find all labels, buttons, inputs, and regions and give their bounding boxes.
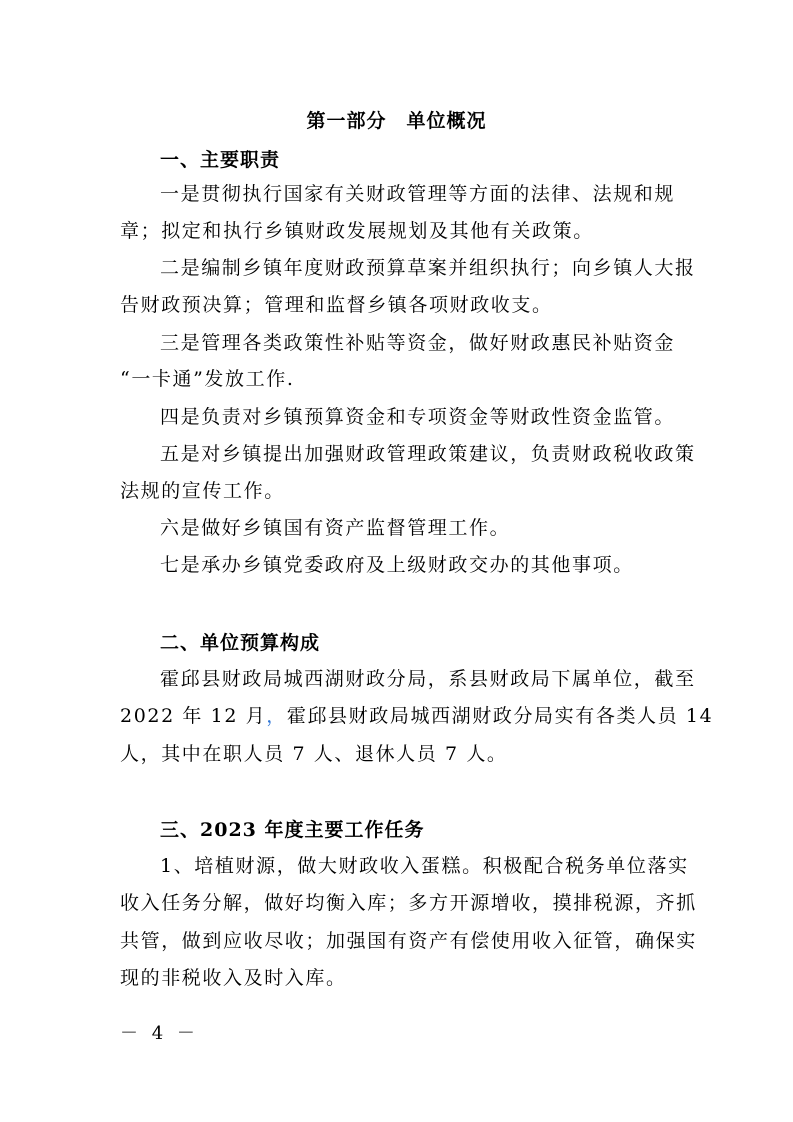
section1-heading: 一、主要职责 xyxy=(160,149,281,171)
task-line-2: 收入任务分解，做好均衡入库；多方开源增收，摸排税源，齐抓 xyxy=(120,892,697,914)
budget-date: 2022 年 12 月 xyxy=(120,705,267,727)
budget-line-1: 霍邱县财政局城西湖财政分局，系县财政局下属单位，截至 xyxy=(160,668,696,690)
duty-1-line-2: 章；拟定和执行乡镇财政发展规划及其他有关政策。 xyxy=(120,220,594,242)
budget-comma: ， xyxy=(266,705,287,727)
section3-heading: 三、2023 年度主要工作任务 xyxy=(160,819,425,841)
section2-heading: 二、单位预算构成 xyxy=(160,632,321,654)
task-line-1: 1、培植财源，做大财政收入蛋糕。积极配合税务单位落实 xyxy=(160,855,689,877)
duty-3-line-1: 三是管理各类政策性补贴等资金，做好财政惠民补贴资金 xyxy=(160,332,676,354)
duty-5-line-2: 法规的宣传工作。 xyxy=(120,480,285,502)
duty-7-line-1: 七是承办乡镇党委政府及上级财政交办的其他事项。 xyxy=(160,554,634,576)
duty-3-line-2: “一卡通”发放工作. xyxy=(120,368,295,390)
duty-2-line-2: 告财政预决算；管理和监督乡镇各项财政收支。 xyxy=(120,294,553,316)
duty-6-line-1: 六是做好乡镇国有资产监督管理工作。 xyxy=(160,517,511,539)
budget-line-2-rest: 霍邱县财政局城西湖财政分局实有各类人员 14 xyxy=(286,705,714,727)
task-line-4: 现的非税收入及时入库。 xyxy=(120,967,347,989)
page-title: 第一部分 单位概况 xyxy=(306,110,487,132)
budget-line-3: 人，其中在职人员 7 人、退休人员 7 人。 xyxy=(120,743,508,765)
page-number: － 4 － xyxy=(120,1023,199,1044)
duty-2-line-1: 二是编制乡镇年度财政预算草案并组织执行；向乡镇人大报 xyxy=(160,257,696,279)
budget-line-2 xyxy=(120,702,714,730)
duty-4-line-1: 四是负责对乡镇预算资金和专项资金等财政性资金监管。 xyxy=(160,406,676,428)
duty-1-line-1: 一是贯彻执行国家有关财政管理等方面的法律、法规和规 xyxy=(160,183,676,205)
task-line-3: 共管，做到应收尽收；加强国有资产有偿使用收入征管，确保实 xyxy=(120,930,697,952)
duty-5-line-1: 五是对乡镇提出加强财政管理政策建议，负责财政税收政策 xyxy=(160,443,696,465)
